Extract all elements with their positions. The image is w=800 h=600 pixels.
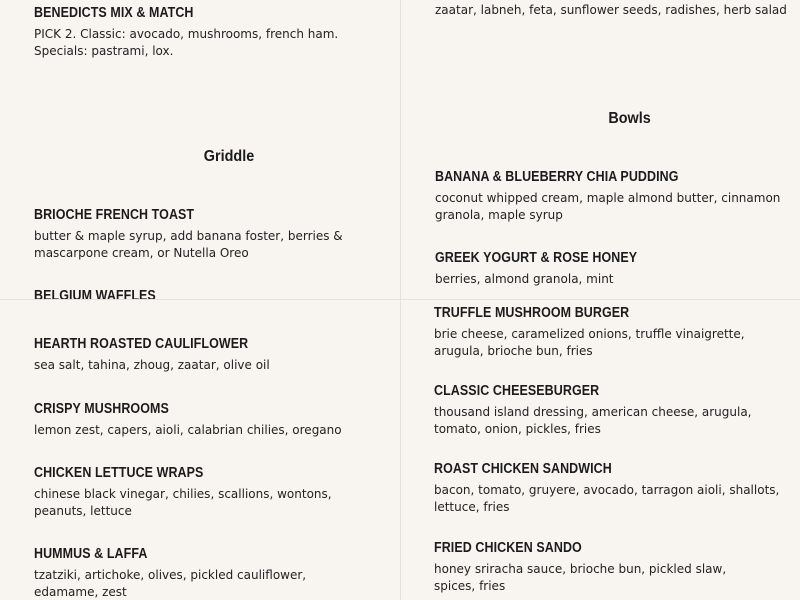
menu-item-name: CLASSIC CHEESEBURGER — [434, 383, 600, 399]
menu-item-name: BELGIUM WAFFLES — [34, 288, 156, 299]
section-title-griddle: Griddle — [203, 148, 255, 165]
menu-item — [435, 168, 790, 224]
menu-item-name: ROAST CHICKEN SANDWICH — [434, 461, 612, 477]
menu-item-description: berries, almond granola, mint — [435, 272, 614, 286]
menu-item-description: lemon zest, capers, aioli, calabrian chilies, oregano — [34, 423, 342, 437]
menu-item — [434, 460, 789, 516]
menu-item-name: CRISPY MUSHROOMS — [34, 401, 169, 417]
top-left-content — [0, 0, 400, 299]
menu-item-description: tzatziki, artichoke, olives, pickled cauliflower, edamame, zest — [34, 568, 307, 599]
menu-item-description: honey sriracha sauce, brioche bun, pickled slaw, spices, fries — [434, 562, 727, 593]
bottom-left-content — [0, 300, 400, 600]
menu-item — [34, 287, 379, 299]
menu-item-name: HUMMUS & LAFFA — [34, 546, 148, 562]
section-title-bowls: Bowls — [608, 110, 651, 127]
menu-item-name: BANANA & BLUEBERRY CHIA PUDDING — [435, 169, 679, 185]
menu-item-name: CHICKEN LETTUCE WRAPS — [34, 465, 204, 481]
menu-item-name: GREEK YOGURT & ROSE HONEY — [435, 250, 638, 266]
menu-item — [34, 545, 379, 600]
top-right-content — [401, 0, 800, 299]
menu-item-description: brie cheese, caramelized onions, truffle vinaigrette, arugula, brioche bun, fries — [434, 327, 745, 358]
menu-item-name: HEARTH ROASTED CAULIFLOWER — [34, 336, 249, 352]
menu-item — [34, 4, 379, 60]
menu-item — [34, 464, 379, 520]
menu-item — [34, 400, 379, 439]
menu-item-description: bacon, tomato, gruyere, avocado, tarragon aioli, shallots, lettuce, fries — [434, 483, 780, 514]
menu-item-description: sea salt, tahina, zhoug, zaatar, olive oil — [34, 358, 270, 372]
menu-item-description: PICK 2. Classic: avocado, mushrooms, french ham. Specials: pastrami, lox. — [34, 27, 339, 58]
menu-item-description: zaatar, labneh, feta, sunflower seeds, radishes, herb salad — [435, 3, 787, 17]
menu-item — [435, 249, 790, 288]
menu-item-description: chinese black vinegar, chilies, scallions, wontons, peanuts, lettuce — [34, 487, 332, 518]
bottom-right-content — [401, 300, 800, 600]
menu-item-name: TRUFFLE MUSHROOM BURGER — [434, 305, 630, 321]
menu-item — [434, 382, 779, 438]
menu-item — [434, 304, 779, 360]
menu-item-name: FRIED CHICKEN SANDO — [434, 540, 582, 556]
menu-item — [34, 335, 379, 374]
menu-item-description: coconut whipped cream, maple almond butter, cinnamon granola, maple syrup — [435, 191, 781, 222]
menu-item-name: BRIOCHE FRENCH TOAST — [34, 207, 195, 223]
menu-item-description: butter & maple syrup, add banana foster, berries & mascarpone cream, or Nutella Oreo — [34, 229, 343, 260]
menu-item — [34, 206, 379, 262]
menu-item-name: BENEDICTS MIX & MATCH — [34, 5, 194, 21]
menu-item-description: thousand island dressing, american cheese, arugula, tomato, onion, pickles, fries — [434, 405, 752, 436]
menu-item — [434, 539, 779, 595]
